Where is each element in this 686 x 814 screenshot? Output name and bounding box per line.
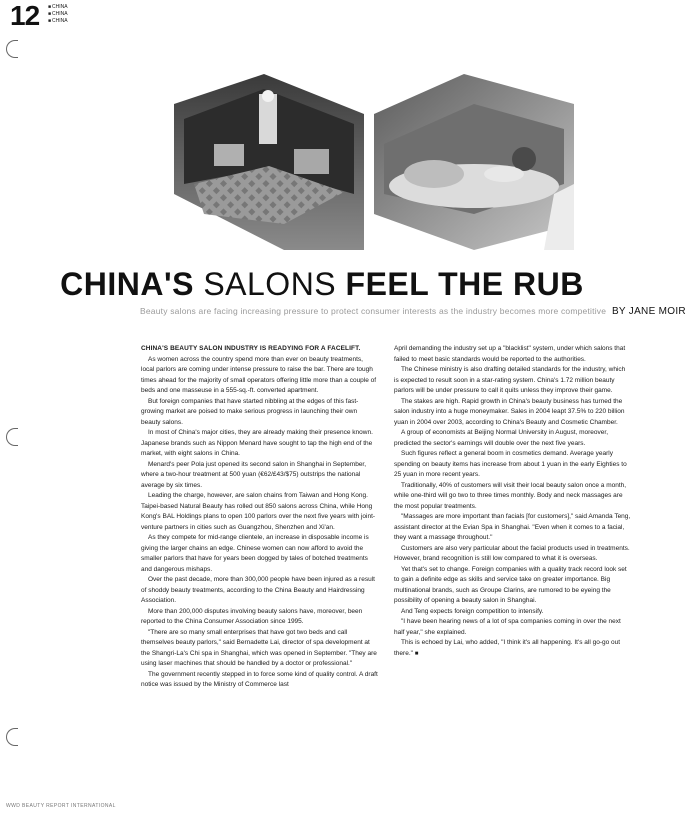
binder-hole-mark xyxy=(6,728,18,746)
headline-part: CHINA'S xyxy=(60,266,194,302)
spa-photo xyxy=(174,74,574,250)
deck-text: Beauty salons are facing increasing pressure to protect consumer interests as the industry becomes more competitive xyxy=(140,306,607,316)
paragraph: Customers are also very particular about the facial products used in treatments. However, brand recognition is still low compared to what it is overseas. xyxy=(394,544,630,562)
article-column-right xyxy=(394,344,631,659)
byline: BY JANE MOIR xyxy=(611,306,686,317)
paragraph xyxy=(394,638,631,659)
binder-hole-mark xyxy=(6,40,18,58)
headline-part: FEEL THE RUB xyxy=(345,266,584,302)
paragraph: The Chinese ministry is also drafting detailed standards for the industry, which is expected to result soon in a star-rating system. China's 1.72 million beauty parlors will be under pressure to call it quits unless they improve their game. xyxy=(394,366,626,394)
paragraph: "Massages are more important than facials [for customers]," said Amanda Teng, assistant director at the Evian Spa in Shanghai. "Even when it comes to a facial, they want a massage throughout." xyxy=(394,513,631,541)
paragraph: As they compete for mid-range clientele, an increase in disposable income is giving the larger chains an edge. Chinese women can now afford to avoid the smaller parlors that have for years been dogged by tales of botched treatments and dangerous mishaps. xyxy=(141,534,369,573)
paragraph: April demanding the industry set up a "blacklist" system, under which salons that failed to meet basic standards would be reported to the authorities. xyxy=(394,345,626,363)
paragraph: The government recently stepped in to force some kind of quality control. A draft notice was issued by the Ministry of Commerce last xyxy=(141,670,378,688)
paragraph: "There are so many small enterprises that have got two beds and call themselves beauty parlors," said Bernadette Lai, director of spa development at the Shangri-La's Chi spa in Shanghai, which was opened in September. "They are using laser machines that should be handled by a doctor or professional." xyxy=(141,628,377,667)
paragraph: More than 200,000 disputes involving beauty salons have, moreover, been reported to the China Consumer Association since 1995. xyxy=(141,607,363,625)
paragraph: Traditionally, 40% of customers will visit their local beauty salon once a month, while one-third will go two to three times monthly. Body and neck massages are the most popular treatments. xyxy=(394,481,627,510)
section-tag: ■ CHINA xyxy=(48,18,68,25)
paragraph: A group of economists at Beijing Normal University in August, moreover, predicted the sector's earnings will double over the next five years. xyxy=(394,429,609,447)
binder-hole-mark xyxy=(6,428,18,446)
section-tag: ■ CHINA xyxy=(48,4,68,11)
paragraph: Such figures reflect a general boom in cosmetics demand. Average yearly spending on beauty items has increase from about 1 yuan in the early Eighties to 25 yuan in more recent years. xyxy=(394,450,627,478)
hero-photo-collage xyxy=(174,74,574,250)
section-tag: ■ CHINA xyxy=(48,11,68,18)
paragraph: Yet that's set to change. Foreign companies with a quality track record look set to gain a definite edge as skills and service take on greater importance. Big multinational brands, such as Groupe Clarins, are rumored to be eyeing the possibility of opening a beauty salon in Shanghai. xyxy=(394,565,627,604)
paragraph: Leading the charge, however, are salon chains from Taiwan and Hong Kong. Taipei-based Natural Beauty has rolled out 850 salons across China, while Hong Kong's BAL Holdings plans to open 100 parlors over the next five years with joint-venture partners in cities such as Guangzhou, Shenzhen and Xi'an. xyxy=(141,492,376,531)
paragraph: But foreign companies that have started nibbling at the edges of this fast-growing market are poised to make serious progress in launching their own beauty salons. xyxy=(141,397,359,426)
lead-line: CHINA'S BEAUTY SALON INDUSTRY IS READYING FOR A FACELIFT. xyxy=(141,345,361,352)
paragraph: As women across the country spend more than ever on beauty treatments, local parlors are coming under intense pressure to raise the bar. There are tough times ahead for the majority of small operators offering little more than a couple of beds and one masseuse in a 555-sq.-ft. converted apartment. xyxy=(141,355,377,394)
paragraph: "I have been hearing news of a lot of spa companies coming in over the next half year," she explained. xyxy=(394,618,621,636)
paragraph: And Teng expects foreign competition to intensify. xyxy=(401,607,544,615)
paragraph: Menard's peer Pola just opened its second salon in Shanghai in September, where a two-hour treatment at 500 yuan (€62/£43/$75) outstrips the national average by six times. xyxy=(141,460,367,489)
standfirst xyxy=(140,306,686,317)
end-mark: ■ xyxy=(414,650,419,657)
footer-publication: WWD BEAUTY REPORT INTERNATIONAL xyxy=(6,803,116,809)
paragraph: In most of China's major cities, they are already making their presence known. Japanese brands such as Nippon Menard have sought to tap the high end of the market, with eight salons in China. xyxy=(141,429,373,457)
headline xyxy=(0,265,644,303)
article-column-left xyxy=(141,344,378,691)
headline-part: SALONS xyxy=(203,266,337,302)
paragraph: Over the past decade, more than 300,000 people have been injured as a result of shoddy beauty treatments, according to the China Beauty and Hairdressing Association. xyxy=(141,576,375,604)
paragraph-text: This is echoed by Lai, who added, "I think it's all happening. It's all go-go out there." xyxy=(394,639,621,657)
section-tags xyxy=(48,4,68,25)
page-number: 12 xyxy=(10,0,40,31)
paragraph: The stakes are high. Rapid growth in China's beauty business has turned the salon industry into a huge moneymaker. Sales in 2004 leapt 37.5% to 220 billion yuan in 2004 over 2003, according to China's Beauty and Cosmetic Chamber. xyxy=(394,397,625,426)
